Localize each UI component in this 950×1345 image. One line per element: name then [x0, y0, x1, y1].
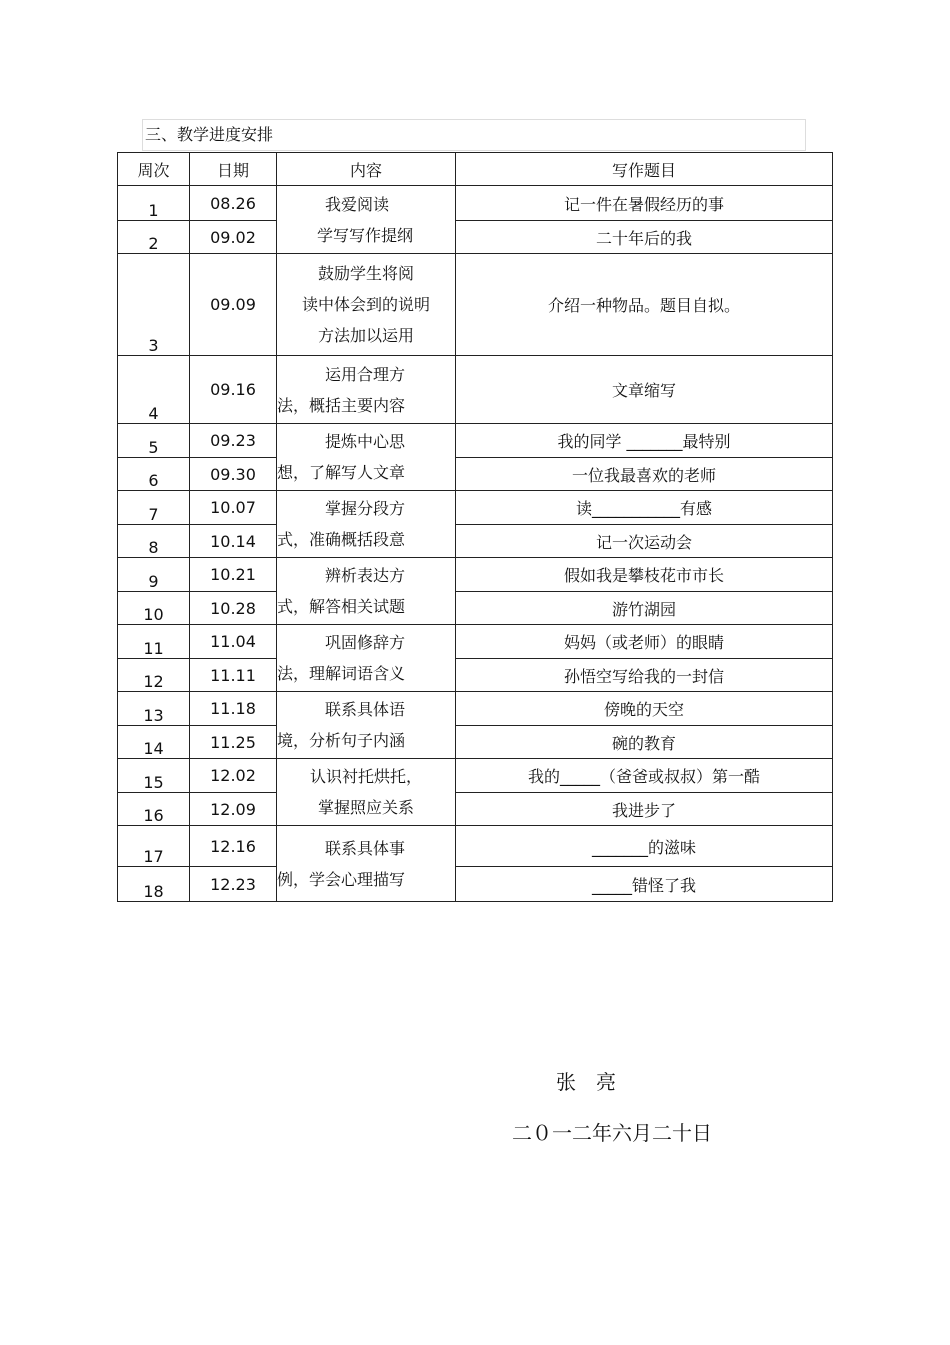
- topic-cell: 记一次运动会: [456, 525, 833, 558]
- date-cell: 10.14: [190, 525, 277, 558]
- content-cell: [277, 625, 456, 692]
- table-row: [118, 826, 833, 867]
- signature-date: 二０一二年六月二十日: [512, 1121, 712, 1145]
- week-cell: 15: [118, 759, 190, 793]
- header-week: 周次: [118, 153, 190, 186]
- week-cell: 3: [118, 254, 190, 356]
- week-cell: 18: [118, 867, 190, 902]
- topic-cell: 妈妈（或老师）的眼睛: [456, 625, 833, 659]
- date-cell: 10.28: [190, 592, 277, 625]
- content-line: 认识衬托烘托，: [309, 767, 422, 786]
- table-row: [118, 867, 833, 902]
- date-cell: 09.16: [190, 356, 277, 424]
- topic-cell: 傍晚的天空: [456, 692, 833, 726]
- content-cell: [277, 692, 456, 759]
- week-cell: 2: [118, 221, 190, 254]
- date-cell: 10.21: [190, 558, 277, 592]
- content-line: 境，分析句子内涵: [277, 731, 406, 750]
- topic-cell: 文章缩写: [456, 356, 833, 424]
- table-row: [118, 759, 833, 793]
- section-title: 三、教学进度安排: [142, 119, 806, 151]
- signature-name: 张 亮: [556, 1070, 616, 1094]
- table-row: [118, 692, 833, 726]
- date-cell: 11.04: [190, 625, 277, 659]
- table-row: [118, 558, 833, 592]
- week-cell: 17: [118, 826, 190, 867]
- content-line: 法，理解词语含义: [277, 664, 406, 683]
- content-line: 联系具体事: [325, 838, 406, 858]
- content-cell: [277, 558, 456, 625]
- date-cell: 11.25: [190, 726, 277, 759]
- table-row: [118, 424, 833, 458]
- week-cell: 6: [118, 458, 190, 491]
- content-cell: [277, 254, 456, 356]
- table-row: [118, 186, 833, 221]
- week-cell: 8: [118, 525, 190, 558]
- week-cell: 10: [118, 592, 190, 625]
- week-cell: 9: [118, 558, 190, 592]
- week-cell: 12: [118, 659, 190, 692]
- date-cell: 12.02: [190, 759, 277, 793]
- week-cell: 7: [118, 491, 190, 525]
- content-line: 提炼中心思: [325, 432, 406, 451]
- content-line: 辨析表达方: [325, 566, 406, 585]
- table-row: [118, 592, 833, 625]
- date-cell: 09.02: [190, 221, 277, 254]
- topic-cell: 我的同学 _______最特别: [456, 424, 833, 458]
- table-row: [118, 254, 833, 356]
- topic-cell: 游竹湖园: [456, 592, 833, 625]
- content-cell: [277, 424, 456, 491]
- topic-cell: 假如我是攀枝花市市长: [456, 558, 833, 592]
- content-cell: [277, 759, 456, 826]
- topic-cell: 孙悟空写给我的一封信: [456, 659, 833, 692]
- content-cell: [277, 491, 456, 558]
- topic-cell: _____错怪了我: [456, 867, 833, 902]
- content-line: 式，准确概括段意: [277, 530, 406, 549]
- content-line: 运用合理方: [325, 364, 406, 384]
- content-line: 掌握分段方: [325, 499, 406, 518]
- topic-cell: 我的_____（爸爸或叔叔）第一酷: [456, 759, 833, 793]
- date-cell: 11.11: [190, 659, 277, 692]
- content-line: 方法加以运用: [317, 326, 414, 345]
- week-cell: 4: [118, 356, 190, 424]
- table-row: [118, 726, 833, 759]
- content-line: 读中体会到的说明: [301, 295, 430, 314]
- topic-cell: 二十年后的我: [456, 221, 833, 254]
- content-cell: [277, 356, 456, 424]
- date-cell: 12.16: [190, 826, 277, 867]
- table-row: [118, 793, 833, 826]
- content-line: 鼓励学生将阅: [317, 264, 414, 283]
- content-line: 联系具体语: [325, 700, 406, 719]
- table-row: [118, 458, 833, 491]
- header-topic: 写作题目: [456, 153, 833, 186]
- table-row: [118, 625, 833, 659]
- date-cell: 12.23: [190, 867, 277, 902]
- topic-cell: 介绍一种物品。题目自拟。: [456, 254, 833, 356]
- table-row: [118, 525, 833, 558]
- content-line: 学写写作提纲: [317, 225, 414, 245]
- date-cell: 12.09: [190, 793, 277, 826]
- week-cell: 14: [118, 726, 190, 759]
- date-cell: 10.07: [190, 491, 277, 525]
- topic-cell: 一位我最喜欢的老师: [456, 458, 833, 491]
- table-row: [118, 356, 833, 424]
- date-cell: 08.26: [190, 186, 277, 221]
- content-cell: [277, 826, 456, 902]
- table-row: [118, 491, 833, 525]
- header-date: 日期: [190, 153, 277, 186]
- topic-cell: 我进步了: [456, 793, 833, 826]
- schedule-table: [117, 152, 833, 902]
- date-cell: 09.23: [190, 424, 277, 458]
- content-line: 式，解答相关试题: [277, 597, 406, 616]
- content-line: 掌握照应关系: [317, 798, 414, 817]
- header-content: 内容: [277, 153, 456, 186]
- table-header-row: [118, 153, 833, 186]
- date-cell: 09.30: [190, 458, 277, 491]
- content-line: 例，学会心理描写: [277, 869, 406, 889]
- topic-cell: 读___________有感: [456, 491, 833, 525]
- content-line: 法，概括主要内容: [277, 395, 406, 415]
- week-cell: 5: [118, 424, 190, 458]
- content-line: 想，了解写人文章: [277, 463, 406, 482]
- week-cell: 11: [118, 625, 190, 659]
- content-line: 巩固修辞方: [325, 633, 406, 652]
- topic-cell: 碗的教育: [456, 726, 833, 759]
- table-row: [118, 659, 833, 692]
- week-cell: 1: [118, 186, 190, 221]
- week-cell: 16: [118, 793, 190, 826]
- content-cell: [277, 186, 456, 254]
- content-line: 我爱阅读: [325, 194, 390, 214]
- week-cell: 13: [118, 692, 190, 726]
- topic-cell: 记一件在暑假经历的事: [456, 186, 833, 221]
- date-cell: 09.09: [190, 254, 277, 356]
- topic-cell: _______的滋味: [456, 826, 833, 867]
- date-cell: 11.18: [190, 692, 277, 726]
- table-row: [118, 221, 833, 254]
